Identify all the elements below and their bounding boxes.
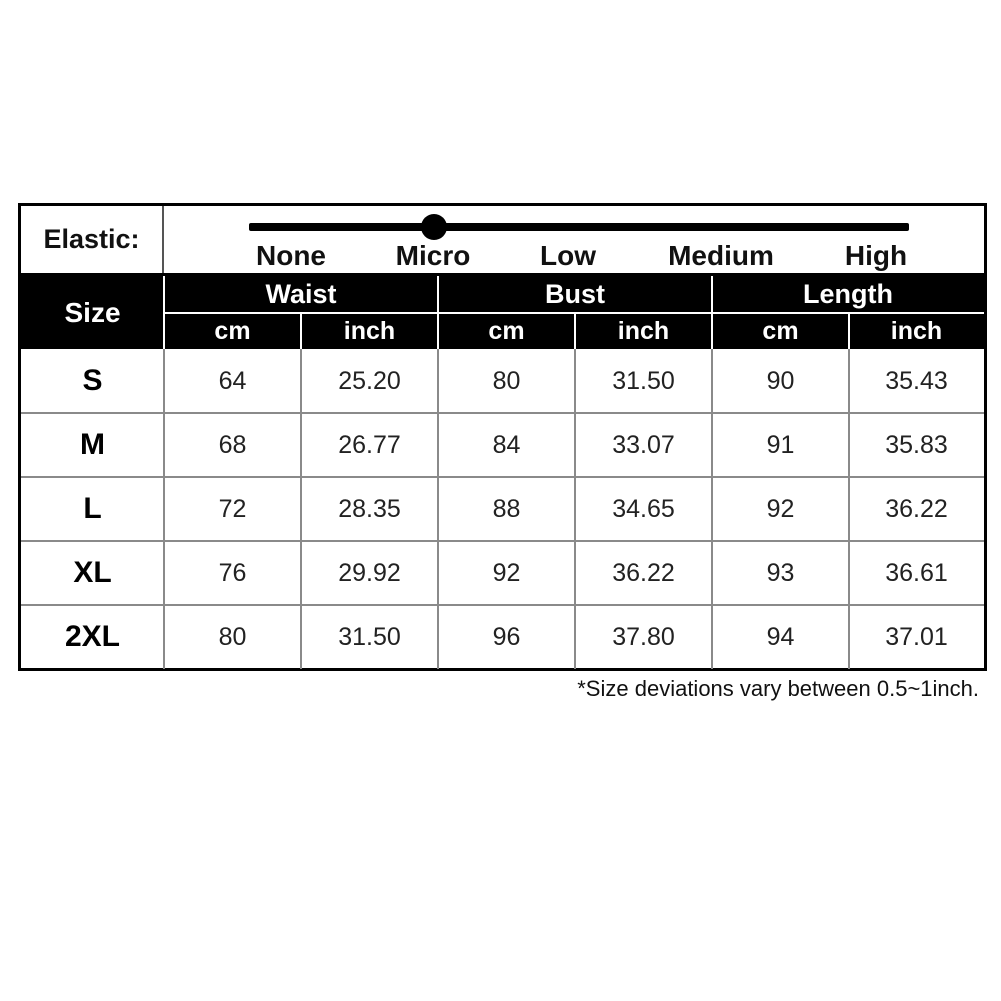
size-label: S <box>82 364 103 397</box>
measurement-cell: 92 <box>766 494 795 523</box>
header-column-divider <box>437 276 439 349</box>
unit-header: inch <box>890 316 943 345</box>
measurement-cell: 90 <box>766 366 795 395</box>
elastic-level-micro: Micro <box>395 240 471 271</box>
column-divider <box>437 349 439 669</box>
header-column-divider <box>848 312 850 349</box>
measurement-cell: 31.50 <box>612 366 675 395</box>
size-label: XL <box>73 556 112 589</box>
measurement-cell: 92 <box>492 558 521 587</box>
elastic-level-high: High <box>844 240 908 271</box>
group-header-length: Length <box>803 278 893 309</box>
measurement-cell: 26.77 <box>338 430 401 459</box>
header-column-divider <box>711 276 713 349</box>
measurement-cell: 25.20 <box>338 366 401 395</box>
measurement-cell: 35.43 <box>885 366 948 395</box>
size-label: L <box>83 492 102 525</box>
column-divider <box>848 349 850 669</box>
measurement-cell: 31.50 <box>338 622 401 651</box>
measurement-cell: 94 <box>766 622 795 651</box>
measurement-cell: 93 <box>766 558 795 587</box>
measurement-cell: 76 <box>218 558 247 587</box>
size-label: M <box>80 428 105 461</box>
elastic-level-medium: Medium <box>668 240 774 271</box>
header-column-divider <box>163 276 165 349</box>
header-column-divider <box>574 312 576 349</box>
row-divider <box>21 476 984 478</box>
footnote: *Size deviations vary between 0.5~1inch. <box>577 676 979 701</box>
measurement-cell: 29.92 <box>338 558 401 587</box>
group-header-bust: Bust <box>545 278 605 309</box>
size-header: Size <box>64 296 121 328</box>
size-chart <box>18 203 987 671</box>
column-divider <box>574 349 576 669</box>
row-divider <box>21 540 984 542</box>
unit-header: cm <box>214 316 251 345</box>
measurement-cell: 36.22 <box>612 558 675 587</box>
measurement-cell: 72 <box>218 494 247 523</box>
measurement-cell: 91 <box>766 430 795 459</box>
measurement-cell: 80 <box>492 366 521 395</box>
table-row <box>21 413 984 477</box>
column-divider <box>163 349 165 669</box>
measurement-cell: 64 <box>218 366 247 395</box>
measurement-cell: 28.35 <box>338 494 401 523</box>
elastic-level-none: None <box>256 240 326 271</box>
elastic-scale-line <box>249 223 909 231</box>
unit-header: cm <box>488 316 525 345</box>
measurement-cell: 36.61 <box>885 558 948 587</box>
measurement-cell: 96 <box>492 622 521 651</box>
measurement-cell: 84 <box>492 430 521 459</box>
table-row <box>21 541 984 605</box>
measurement-cell: 68 <box>218 430 247 459</box>
table-row <box>21 477 984 541</box>
elastic-label: Elastic: <box>21 206 164 273</box>
measurement-cell: 33.07 <box>612 430 675 459</box>
elastic-indicator-dot <box>421 214 447 240</box>
unit-header: cm <box>762 316 799 345</box>
table-header <box>21 276 984 349</box>
elastic-row <box>21 206 984 276</box>
size-label: 2XL <box>64 620 121 653</box>
column-divider <box>711 349 713 669</box>
measurement-cell: 37.01 <box>885 622 948 651</box>
measurement-cell: 37.80 <box>612 622 675 651</box>
measurement-cell: 35.83 <box>885 430 948 459</box>
elastic-level-low: Low <box>540 240 596 271</box>
measurement-cell: 36.22 <box>885 494 948 523</box>
unit-header: inch <box>343 316 396 345</box>
header-column-divider <box>300 312 302 349</box>
measurement-cell: 80 <box>218 622 247 651</box>
row-divider <box>21 412 984 414</box>
measurement-cell: 34.65 <box>612 494 675 523</box>
table-row <box>21 605 984 669</box>
column-divider <box>300 349 302 669</box>
group-header-waist: Waist <box>265 278 337 309</box>
unit-header: inch <box>617 316 670 345</box>
table-row <box>21 349 984 413</box>
measurement-cell: 88 <box>492 494 521 523</box>
row-divider <box>21 604 984 606</box>
